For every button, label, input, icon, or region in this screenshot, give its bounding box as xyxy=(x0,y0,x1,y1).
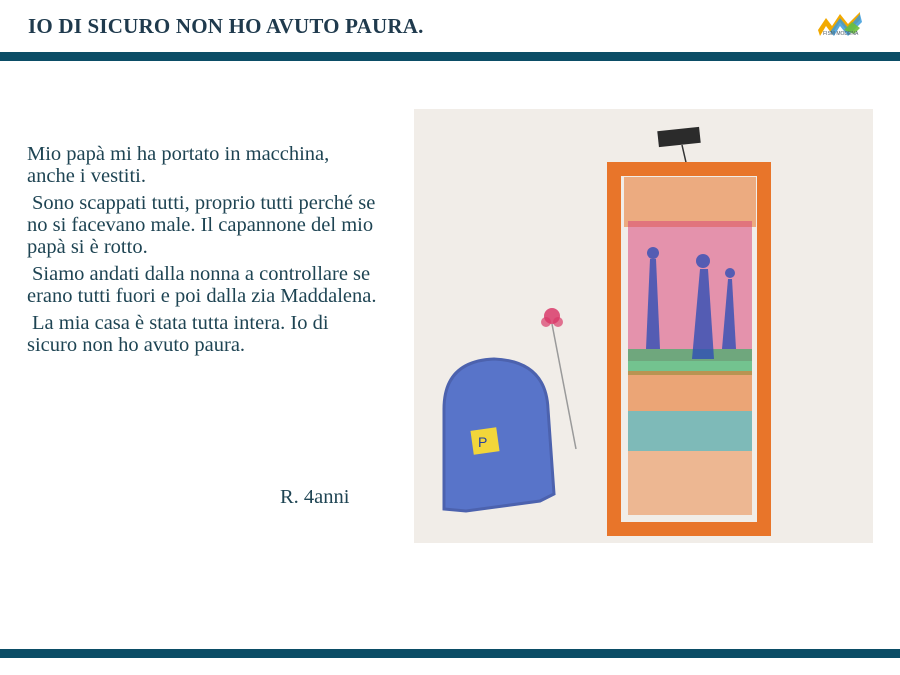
story-text xyxy=(27,143,377,361)
orange-building xyxy=(614,169,764,529)
blue-car-shape xyxy=(444,359,554,511)
p-letter: P xyxy=(478,434,488,450)
paragraph-4: La mia casa è stata tutta intera. Io di sicuro non ho avuto paura. xyxy=(27,312,329,356)
logo-text: FISM MODENA xyxy=(823,31,859,37)
paragraph-2: Sono scappati tutti, proprio tutti perché se no si facevano male. Il capannone del mio papà si è rotto. xyxy=(27,192,376,258)
signature: R. 4anni xyxy=(280,486,350,508)
header-divider xyxy=(0,52,900,61)
page-title: IO DI SICURO NON HO AVUTO PAURA. xyxy=(28,14,424,38)
child-drawing xyxy=(414,109,873,543)
footer-divider xyxy=(0,649,900,658)
paragraph-3: Siamo andati dalla nonna a controllare se erano tutti fuori e poi dalla zia Maddalena. xyxy=(27,263,377,307)
paragraph-1: Mio papà mi ha portato in macchina, anche i vestiti. xyxy=(27,143,330,187)
